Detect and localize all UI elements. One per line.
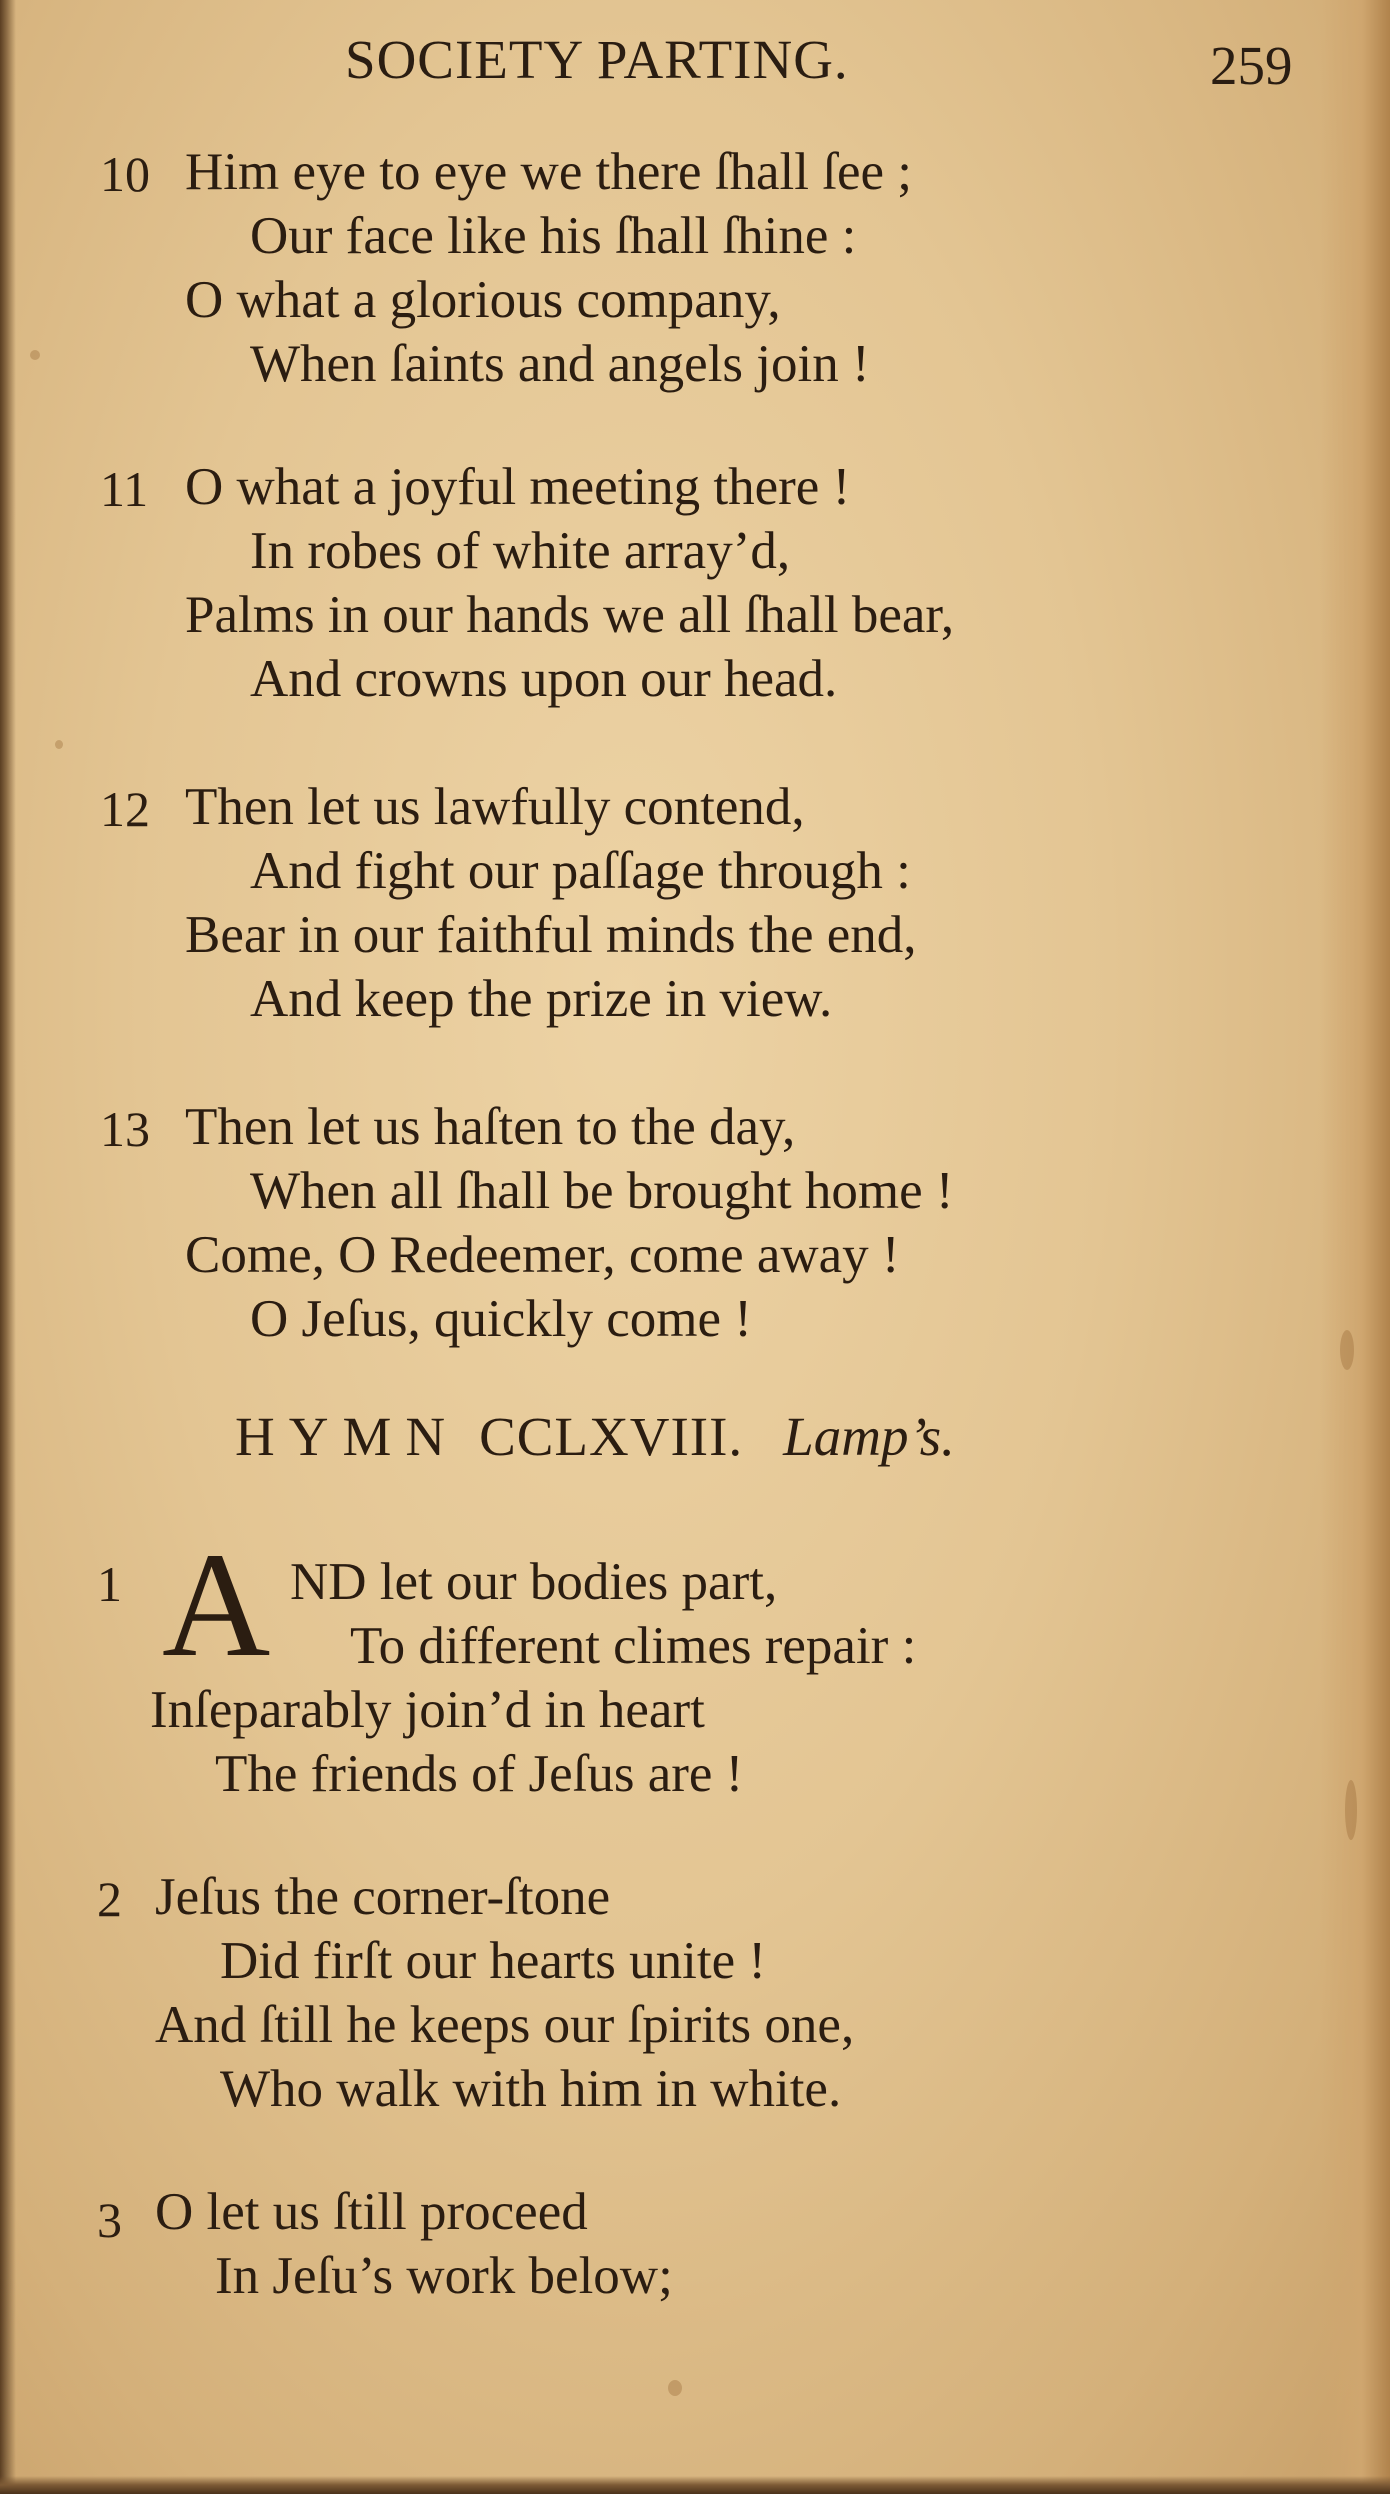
page-number: 259 (1210, 35, 1293, 96)
verse-line: O what a glorious company, (185, 271, 781, 329)
hymn-label: HYMN (235, 1406, 460, 1467)
running-head (0, 22, 1390, 96)
verse-line: Bear in our faithful minds the end, (185, 906, 917, 964)
verse-line: Come, O Redeemer, come away ! (185, 1226, 900, 1284)
verse-line: ND let our bodies part, (290, 1553, 778, 1611)
verse-line: And keep the prize in view. (250, 970, 833, 1028)
verse-line: O let us ſtill proceed (155, 2183, 588, 2241)
verse-line: Then let us haſten to the day, (185, 1098, 796, 1156)
verse-number: 2 (97, 1871, 122, 1927)
verse-line: Inſeparably join’d in heart (150, 1681, 705, 1739)
paper-spot (55, 740, 63, 749)
verse-number: 1 (97, 1556, 122, 1612)
hymn-tune: Lamp’s. (783, 1406, 955, 1467)
verse-line: Then let us lawfully contend, (185, 778, 805, 836)
verse-line: Who walk with him in white. (220, 2060, 842, 2118)
verse-line: Him eye to eye we there ſhall ſee ; (185, 143, 912, 201)
hymn-number: CCLXVIII. (479, 1406, 744, 1467)
verse-number: 10 (100, 146, 150, 202)
verse-line: In Jeſu’s work below; (215, 2247, 673, 2305)
verse-line: O Jeſus, quickly come ! (250, 1290, 752, 1348)
drop-cap: A (162, 1522, 271, 1688)
verse-line: In robes of white array’d, (250, 522, 791, 580)
paper-spot (668, 2380, 682, 2396)
verse-number: 13 (100, 1101, 150, 1157)
paper-spot (30, 350, 40, 360)
verse-line: And ſtill he keeps our ſpirits one, (155, 1996, 855, 2054)
page-title: SOCIETY PARTING. (345, 29, 849, 90)
hymn-heading (235, 1405, 955, 1468)
verse-line: Jeſus the corner-ſtone (155, 1868, 611, 1926)
page-edge-stain (1320, 0, 1390, 2494)
paper-spot (1340, 1330, 1354, 1370)
page-bottom-shadow (0, 2476, 1390, 2494)
verse-line: When all ſhall be brought home ! (250, 1162, 954, 1220)
verse-number: 11 (100, 461, 149, 517)
verse-line: When ſaints and angels join ! (250, 335, 870, 393)
verse-line: And fight our paſſage through : (250, 842, 911, 900)
page-gutter-shadow (0, 0, 16, 2494)
paper-spot (1345, 1780, 1357, 1840)
verse-line: The friends of Jeſus are ! (215, 1745, 744, 1803)
verse-line: To different climes repair : (350, 1617, 917, 1675)
verse-number: 12 (100, 781, 150, 837)
verse-number: 3 (97, 2192, 122, 2248)
verse-line: O what a joyful meeting there ! (185, 458, 851, 516)
verse-line: And crowns upon our head. (250, 650, 838, 708)
verse-line: Palms in our hands we all ſhall bear, (185, 586, 955, 644)
verse-line: Did firſt our hearts unite ! (220, 1932, 767, 1990)
verse-line: Our face like his ſhall ſhine : (250, 207, 857, 265)
